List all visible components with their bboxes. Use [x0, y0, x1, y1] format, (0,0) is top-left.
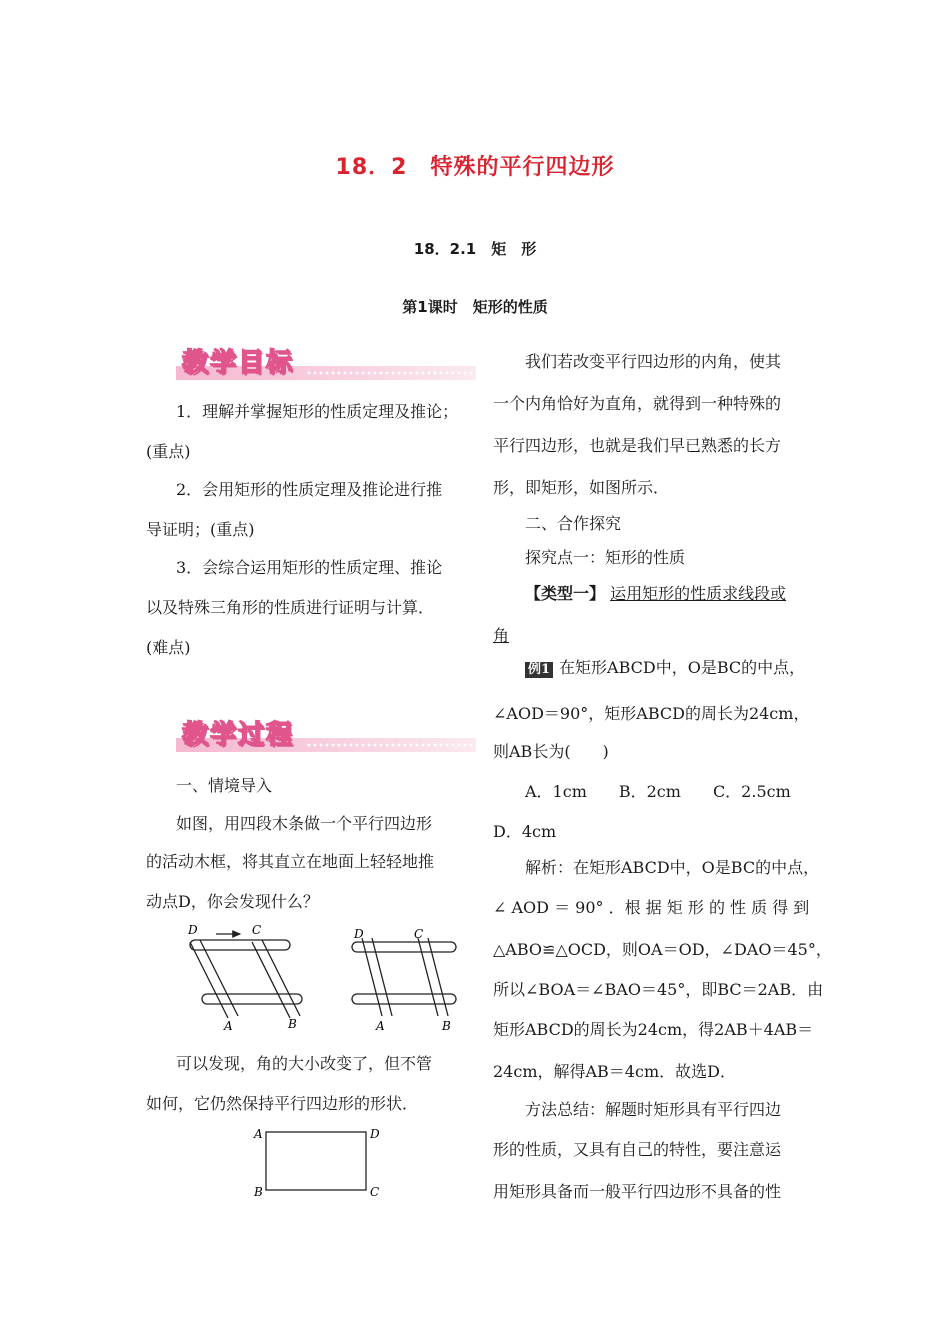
type-heading	[525, 584, 786, 604]
after-line: 如何，它仍然保持平行四边形的形状．	[146, 1094, 419, 1113]
type-title-cont: 角	[493, 626, 510, 645]
label-c: C	[370, 1185, 380, 1199]
intro-line: 的活动木框，将其直立在地面上轻轻地推	[146, 852, 435, 871]
label-a: A	[224, 1019, 233, 1033]
heading-situation: 一、情境导入	[176, 776, 273, 795]
analysis-line: 解析：在矩形ABCD中，O是BC的中点，	[525, 858, 820, 877]
process-banner-text: 教学过程	[182, 720, 295, 750]
goals-banner	[176, 348, 476, 384]
analysis-line: 所以∠BOA＝∠BAO＝45°，即BC＝2AB．由	[493, 980, 824, 999]
goals-banner-text: 教学目标	[182, 348, 295, 378]
type-tag: 【类型一】	[525, 584, 606, 603]
para-line: 形，即矩形，如图所示．	[493, 478, 670, 497]
type-title: 运用矩形的性质求线段或	[610, 584, 787, 603]
intro-line: 动点D，你会发现什么？	[146, 892, 319, 911]
options-line: A．1cm B．2cm C．2.5cm	[525, 782, 791, 801]
analysis-line: 24cm，解得AB＝4cm．故选D．	[493, 1062, 736, 1081]
label-b: B	[442, 1019, 451, 1033]
summary-line: 方法总结：解题时矩形具有平行四边	[525, 1100, 782, 1119]
wooden-frame-figure	[180, 922, 470, 1034]
rectangle-figure	[250, 1122, 390, 1202]
explore-point: 探究点一：矩形的性质	[525, 548, 686, 567]
label-b: B	[254, 1185, 263, 1199]
label-d: D	[188, 923, 198, 937]
process-banner	[176, 720, 476, 756]
analysis-line: 矩形ABCD的周长为24cm，得2AB＋4AB＝	[493, 1020, 814, 1039]
label-d: D	[370, 1127, 380, 1141]
page-title: 18．2 特殊的平行四边形	[335, 155, 615, 180]
analysis-line: ∠ AOD ＝ 90° ．根 据 矩 形 的 性 质 得 到	[493, 898, 810, 917]
goal-line: 以及特殊三角形的性质进行证明与计算．	[146, 598, 435, 617]
para-line: 平行四边形，也就是我们早已熟悉的长方	[493, 436, 782, 455]
label-d: D	[354, 927, 364, 941]
label-b: B	[288, 1017, 297, 1031]
lesson-title: 第1课时 矩形的性质	[402, 298, 548, 316]
example-text: 在矩形ABCD中，O是BC的中点，	[559, 658, 806, 677]
goal-line: 3．会综合运用矩形的性质定理、推论	[176, 558, 443, 577]
after-line: 可以发现，角的大小改变了，但不管	[176, 1054, 433, 1073]
option-d: D．4cm	[493, 822, 557, 841]
analysis-line: △ABO≌△OCD，则OA＝OD，∠DAO＝45°，	[493, 940, 832, 959]
example-line: ∠AOD＝90°，矩形ABCD的周长为24cm，	[493, 704, 810, 723]
label-a: A	[254, 1127, 263, 1141]
para-line: 一个内角恰好为直角，就得到一种特殊的	[493, 394, 782, 413]
para-line: 我们若改变平行四边形的内角，使其	[525, 352, 782, 371]
heading-explore: 二、合作探究	[525, 514, 622, 533]
section-title: 18．2.1 矩 形	[413, 240, 537, 258]
example-line	[525, 658, 805, 678]
goal-line: 1．理解并掌握矩形的性质定理及推论；	[176, 402, 459, 421]
goal-line: (难点)	[146, 638, 191, 657]
example-line: 则AB长为( )	[493, 742, 609, 761]
summary-line: 用矩形具备而一般平行四边形不具备的性	[493, 1182, 782, 1201]
example-badge: 例1	[525, 662, 553, 678]
summary-line: 形的性质，又具有自己的特性，要注意运	[493, 1140, 782, 1159]
label-a: A	[376, 1019, 385, 1033]
goal-line: 2．会用矩形的性质定理及推论进行推	[176, 480, 443, 499]
label-c: C	[252, 923, 262, 937]
intro-line: 如图，用四段木条做一个平行四边形	[176, 814, 433, 833]
label-c: C	[414, 927, 424, 941]
goal-line: (重点)	[146, 442, 191, 461]
goal-line: 导证明；(重点)	[146, 520, 255, 539]
